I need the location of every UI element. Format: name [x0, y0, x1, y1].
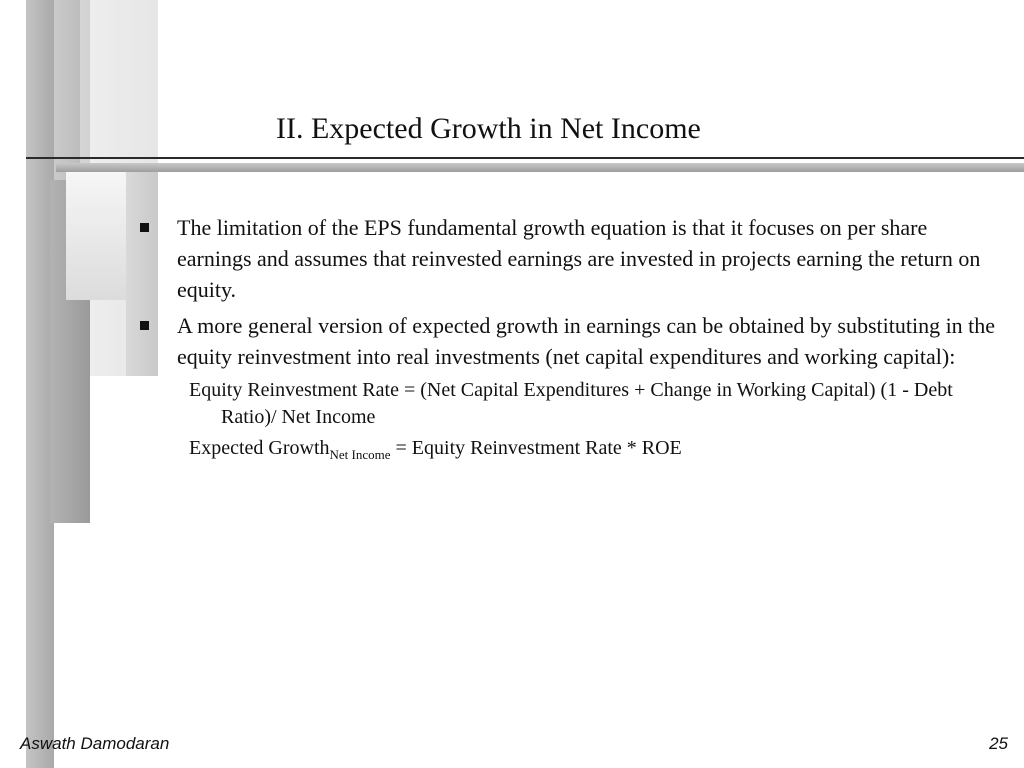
title-divider-bar [56, 163, 1024, 172]
decor-bar [66, 172, 126, 300]
square-bullet-icon [140, 321, 149, 330]
bullet-item [138, 310, 998, 372]
footer-author: Aswath Damodaran [20, 734, 170, 753]
bullet-item [138, 212, 998, 305]
slide-title: II. Expected Growth in Net Income [276, 112, 701, 145]
bullet-text: A more general version of expected growth in earnings can be obtained by substituting in the equity reinvestment into real investments (net capital expenditures and working capital): [177, 313, 996, 369]
formula-expected-growth [189, 435, 998, 462]
slide-body [138, 212, 998, 462]
formula-growth-prefix: Expected Growth [189, 437, 330, 459]
formula-growth-subscript: Net Income [329, 447, 391, 462]
square-bullet-icon [140, 223, 149, 232]
title-divider [26, 157, 1024, 159]
formula-growth-suffix: = Equity Reinvestment Rate * ROE [390, 437, 682, 459]
formula-reinvestment-rate: Equity Reinvestment Rate = (Net Capital Expenditures + Change in Working Capital) (1 - Debt Ratio)/ Net Income [189, 379, 953, 428]
bullet-text: The limitation of the EPS fundamental growth equation is that it focuses on per share earnings and assumes that reinvested earnings are invested in projects earning the return on equity. [177, 215, 981, 302]
footer-page-number: 25 [989, 734, 1008, 753]
